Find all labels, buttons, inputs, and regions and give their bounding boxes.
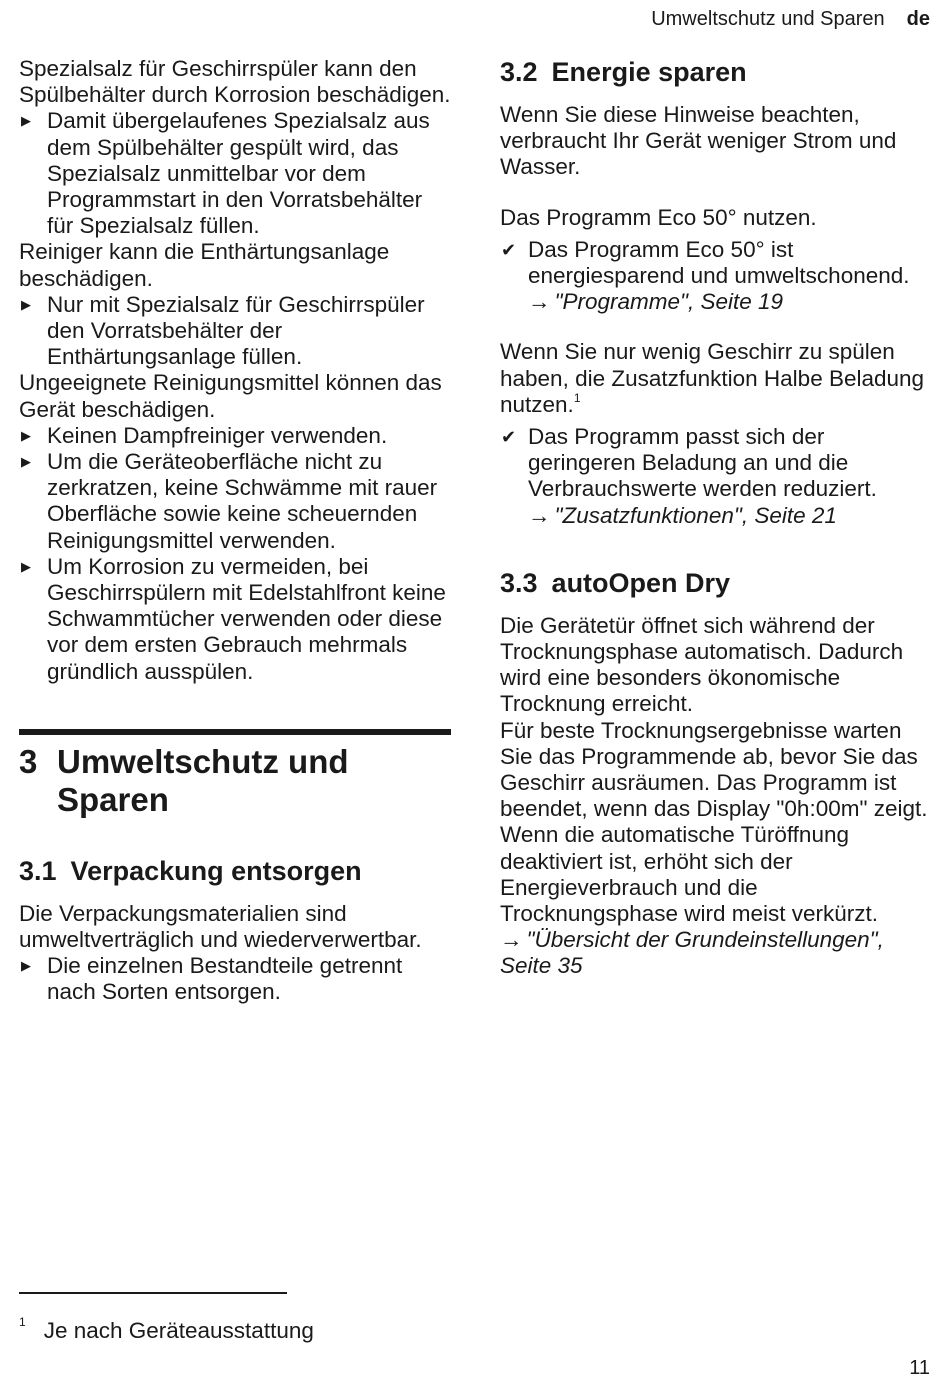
- warning-text: Spezialsalz für Geschirrspüler kann den Spülbehälter durch Korrosion beschädigen.: [19, 56, 451, 108]
- result-text: Das Programm passt sich der geringeren Beladung an und die Verbrauchswerte werden reduziert.: [528, 424, 877, 502]
- footnote-divider: [19, 1292, 287, 1294]
- reference-text[interactable]: "Programme", Seite 19: [554, 289, 784, 315]
- section-heading: [500, 56, 932, 88]
- section-title: autoOpen Dry: [551, 567, 731, 598]
- page-reference[interactable]: [528, 289, 783, 314]
- chapter-divider: [19, 729, 451, 735]
- body-text: Für beste Trocknungsergebnisse warten Sie das Programmende ab, bevor Sie das Geschirr ausräumen. Das Programm ist beendet, wenn das Display "0h:00m" zeigt.: [500, 717, 928, 822]
- instruction-item: [19, 108, 451, 239]
- triangle-bullet-icon: ▶: [21, 113, 31, 129]
- footnote-text: Je nach Geräteausstattung: [43, 1318, 314, 1343]
- language-code: de: [906, 8, 930, 30]
- instruction-item: [19, 449, 451, 554]
- triangle-bullet-icon: ▶: [21, 958, 31, 974]
- section-number: 3.1: [19, 855, 57, 886]
- chapter-title: Umweltschutz und Sparen: [57, 742, 349, 818]
- page-reference[interactable]: [528, 503, 837, 528]
- body-text: Die Verpackungsmaterialien sind umweltverträglich und wiederverwertbar.: [19, 900, 422, 953]
- result-text: Das Programm Eco 50° ist energiesparend und umweltschonend.: [528, 236, 910, 289]
- footnote: [19, 1308, 314, 1345]
- body-text-span: Wenn Sie nur wenig Geschirr zu spülen haben, die Zusatzfunktion Halbe Beladung nutzen.: [500, 339, 925, 417]
- check-icon: ✔: [501, 427, 517, 448]
- reference-text[interactable]: "Übersicht der Grundeinstellungen", Seite 35: [500, 927, 884, 979]
- body-text: Die Gerätetür öffnet sich während der Trocknungsphase automatisch. Dadurch wird eine besonders ökonomische Trocknung erreicht.: [500, 612, 904, 717]
- section-title: Verpackung entsorgen: [70, 855, 362, 886]
- instruction-text: Nur mit Spezialsalz für Geschirrspüler den Vorratsbehälter der Enthärtungsanlage füllen.: [47, 291, 425, 370]
- arrow-right-icon: →: [500, 927, 523, 953]
- instruction-text: Um die Geräteoberfläche nicht zu zerkratzen, keine Schwämme mit rauer Oberfläche sowie keine scheuernden Reinigungsmittel verwenden.: [47, 449, 438, 553]
- instruction-item: [19, 554, 451, 685]
- instruction-text: Damit übergelaufenes Spezialsalz aus dem Spülbehälter gespült wird, das Spezialsalz unmittelbar vor dem Programmstart in den Vorratsbehälter für Spezialsalz füllen.: [47, 108, 430, 239]
- warning-text: Ungeeignete Reinigungsmittel können das Gerät beschädigen.: [19, 370, 442, 422]
- body-text: [500, 339, 932, 418]
- section-heading: [500, 567, 932, 599]
- body-text: Das Programm Eco 50° nutzen.: [500, 204, 817, 230]
- triangle-bullet-icon: ▶: [21, 296, 31, 312]
- check-icon: ✔: [501, 239, 517, 260]
- footnote-marker: 1: [573, 390, 581, 405]
- section-title: Energie sparen: [551, 57, 747, 87]
- left-column: [19, 56, 451, 1006]
- body-text: Wenn die automatische Türöffnung deaktiviert ist, erhöht sich der Energieverbrauch und die Trocknungsphase wird meist verkürzt.: [500, 822, 879, 927]
- header-section-title: Umweltschutz und Sparen: [651, 8, 885, 30]
- arrow-right-icon: →: [528, 289, 551, 315]
- result-item: [500, 237, 932, 316]
- section-number: 3.2: [500, 57, 538, 87]
- right-column: [500, 56, 932, 980]
- triangle-bullet-icon: ▶: [21, 454, 31, 470]
- running-header: [651, 8, 930, 31]
- triangle-bullet-icon: ▶: [21, 558, 31, 574]
- instruction-item: [19, 292, 451, 371]
- arrow-right-icon: →: [528, 502, 551, 528]
- section-number: 3.3: [500, 567, 538, 598]
- instruction-text: Keinen Dampfreiniger verwenden.: [47, 422, 388, 448]
- page-number: 11: [909, 1357, 930, 1379]
- instruction-item: [19, 953, 451, 1005]
- instruction-text: Die einzelnen Bestandteile getrennt nach Sorten entsorgen.: [47, 953, 403, 1005]
- instruction-text: Um Korrosion zu vermeiden, bei Geschirrspülern mit Edelstahlfront keine Schwammtücher verwenden oder diese vor dem ersten Gebrauch mehrmals gründlich ausspülen.: [47, 553, 446, 684]
- chapter-number: 3: [19, 742, 38, 780]
- chapter-heading: [19, 743, 451, 819]
- result-item: [500, 424, 932, 529]
- warning-text: Reiniger kann die Enthärtungsanlage beschädigen.: [19, 239, 390, 291]
- footnote-number: 1: [19, 1315, 26, 1329]
- reference-text[interactable]: "Zusatzfunktionen", Seite 21: [554, 502, 837, 528]
- body-text: Wenn Sie diese Hinweise beachten, verbraucht Ihr Gerät weniger Strom und Wasser.: [500, 102, 897, 180]
- page-reference[interactable]: [500, 927, 932, 979]
- instruction-item: [19, 423, 451, 449]
- triangle-bullet-icon: ▶: [21, 427, 31, 443]
- section-heading: [19, 855, 451, 887]
